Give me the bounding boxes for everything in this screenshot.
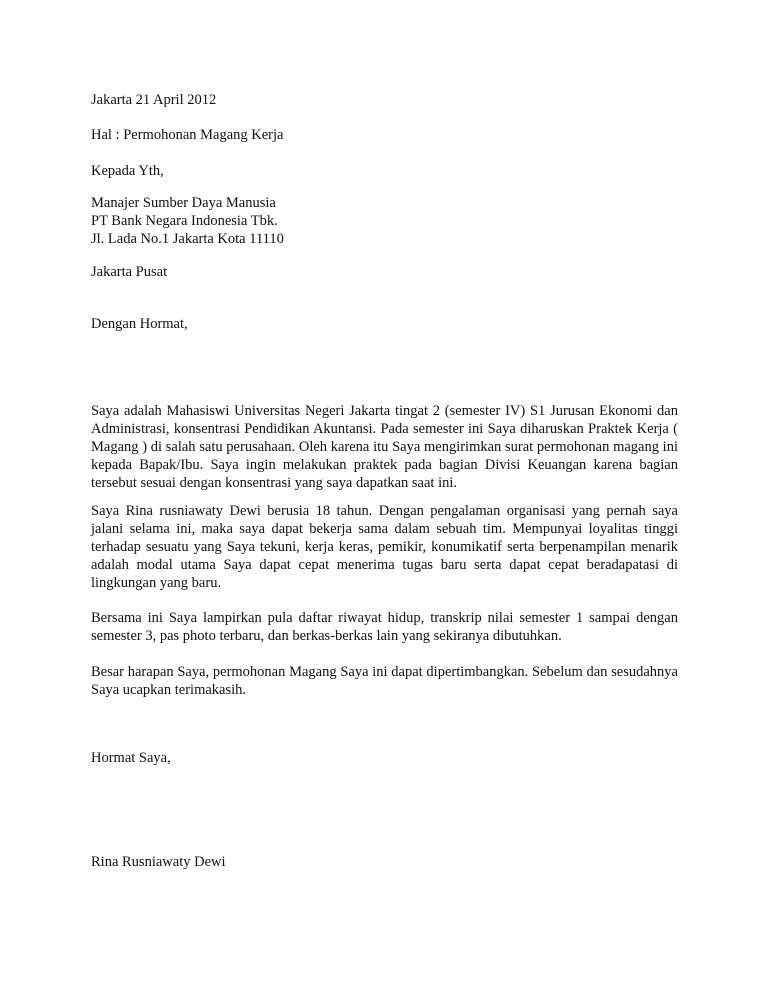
salutation-to: Kepada Yth,: [91, 163, 164, 179]
letter-date: Jakarta 21 April 2012: [91, 92, 217, 108]
body-paragraph-1: Saya adalah Mahasiswi Universitas Negeri Jakarta tingat 2 (semester IV) S1 Jurusan Ekonomi dan Administrasi, konsentrasi Pendidikan Akuntansi. Pada semester ini Saya diharuskan Praktek Kerja ( Magang ) di salah satu perusahaan. Oleh karena itu Saya mengirimkan surat permohonan magang ini kepada Bapak/Ibu. Saya ingin melakukan praktek pada bagian Divisi Keuangan karena bagian tersebut sesuai dengan konsentrasi yang saya dapatkan saat ini.: [91, 403, 678, 491]
recipient-title: Manajer Sumber Daya Manusia: [91, 195, 276, 211]
greeting: Dengan Hormat,: [91, 316, 188, 332]
recipient-address: Jl. Lada No.1 Jakarta Kota 11110: [91, 231, 284, 247]
recipient-city: Jakarta Pusat: [91, 264, 168, 280]
letter-subject: Hal : Permohonan Magang Kerja: [91, 127, 284, 143]
body-paragraph-3: Bersama ini Saya lampirkan pula daftar riwayat hidup, transkrip nilai semester 1 sampai dengan semester 3, pas photo terbaru, dan berkas-berkas lain yang sekiranya dibutuhkan.: [91, 610, 678, 644]
body-paragraph-4: Besar harapan Saya, permohonan Magang Saya ini dapat dipertimbangkan. Sebelum dan sesudahnya Saya ucapkan terimakasih.: [91, 664, 678, 698]
closing: Hormat Saya,: [91, 750, 171, 766]
body-paragraph-2: Saya Rina rusniawaty Dewi berusia 18 tahun. Dengan pengalaman organisasi yang pernah saya jalani selama ini, maka saya dapat bekerja sama dalam sebuah tim. Mempunyai loyalitas tinggi terhadap sesuatu yang Saya tekuni, kerja keras, pemikir, konumikatif serta berpenampilan menarik adalah modal utama Saya dapat cepat menerima tugas baru serta dapat cepat beradapatasi di lingkungan yang baru.: [91, 503, 678, 591]
recipient-company: PT Bank Negara Indonesia Tbk.: [91, 213, 278, 229]
signature-name: Rina Rusniawaty Dewi: [91, 854, 226, 870]
